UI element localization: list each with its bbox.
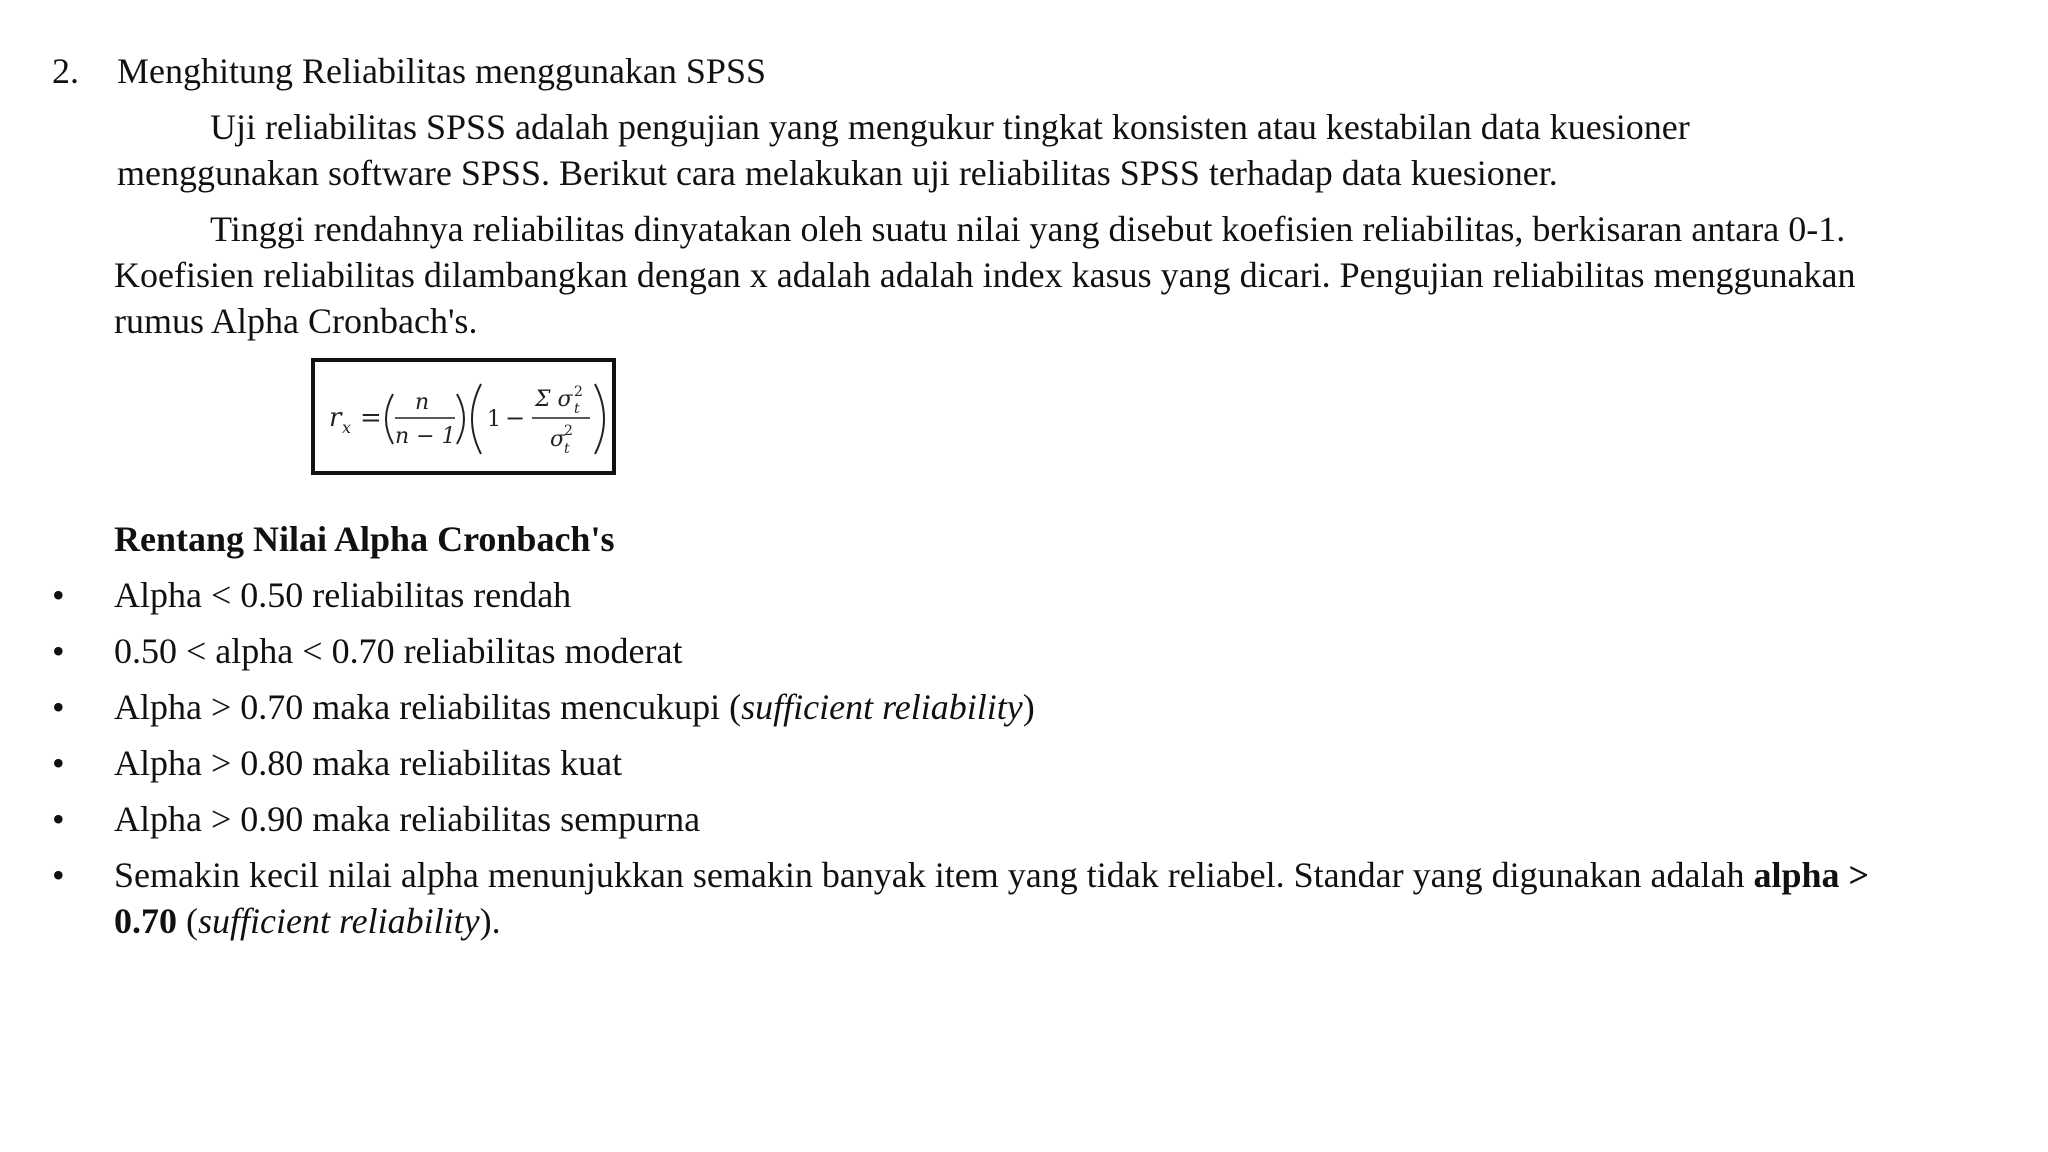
range-heading: Rentang Nilai Alpha Cronbach's [114,519,615,559]
bullet-6-line-2-italic: sufficient reliability [198,901,480,941]
bullet-6-line-2-b: ). [479,901,501,941]
bullet-5-symbol: • [52,799,65,839]
formula-minus: − [505,404,526,432]
formula-num-sub: t [574,401,580,417]
bullet-6-line-2-bold: 0.70 [114,901,177,941]
formula-paren-1-right [457,394,464,444]
formula-paren-2-left [472,384,481,454]
formula-den-sup: 2 [564,423,573,439]
bullet-1-text: Alpha < 0.50 reliabilitas rendah [114,575,572,615]
paragraph-1-line-2: menggunakan software SPSS. Berikut cara melakukan uji reliabilitas SPSS terhadap data kuesioner. [117,153,1558,193]
bullet-4-text: Alpha > 0.80 maka reliabilitas kuat [114,743,623,783]
bullet-6-line-2 [114,898,501,944]
formula-frac1-den: n − 1 [395,424,456,449]
formula-frac2-num: Σ σ [535,387,573,412]
formula-lhs: r [329,403,342,433]
bullet-1-symbol: • [52,575,65,615]
section-number: 2. [52,51,79,91]
bullet-2-text: 0.50 < alpha < 0.70 reliabilitas moderat [114,631,683,671]
alpha-cronbach-formula [311,358,616,475]
formula-lhs-sub: x [342,418,352,437]
bullet-6-symbol: • [52,855,65,895]
formula-frac1-num: n [415,390,430,415]
paragraph-2-line-2: Koefisien reliabilitas dilambangkan dengan x adalah adalah index kasus yang dicari. Pengujian reliabilitas menggunakan [114,255,1856,295]
paragraph-1-line-1: Uji reliabilitas SPSS adalah pengujian yang mengukur tingkat konsisten atau kestabilan data kuesioner [210,107,1690,147]
bullet-6-line-1 [114,852,1869,898]
paragraph-2-line-3: rumus Alpha Cronbach's. [114,301,478,341]
formula-equals: = [360,403,382,433]
bullet-4-symbol: • [52,743,65,783]
formula-paren-1-left [386,394,393,444]
formula-frac2-den: σ [550,427,566,452]
section-title: Menghitung Reliabilitas menggunakan SPSS [117,51,766,91]
paragraph-2-line-1: Tinggi rendahnya reliabilitas dinyatakan oleh suatu nilai yang disebut koefisien reliabilitas, berkisaran antara 0-1. [210,209,1846,249]
formula-paren-2-right [595,384,604,454]
bullet-3-text-italic: sufficient reliability [741,687,1023,727]
bullet-6-line-2-a: ( [177,901,198,941]
bullet-6-line-1-text: Semakin kecil nilai alpha menunjukkan semakin banyak item yang tidak reliabel. Standar yang digunakan adalah [114,855,1754,895]
bullet-3-symbol: • [52,687,65,727]
formula-den-sub: t [564,441,570,457]
formula-one: 1 [487,407,501,432]
bullet-6-line-1-bold: alpha > [1753,855,1870,895]
bullet-5-text: Alpha > 0.90 maka reliabilitas sempurna [114,799,701,839]
formula-graphic [315,362,612,471]
formula-num-sup: 2 [574,384,583,400]
bullet-2-symbol: • [52,631,65,671]
bullet-3-text [114,684,1035,730]
bullet-3-text-a: Alpha > 0.70 maka reliabilitas mencukupi ( [114,687,742,727]
bullet-3-text-b: ) [1022,687,1035,727]
